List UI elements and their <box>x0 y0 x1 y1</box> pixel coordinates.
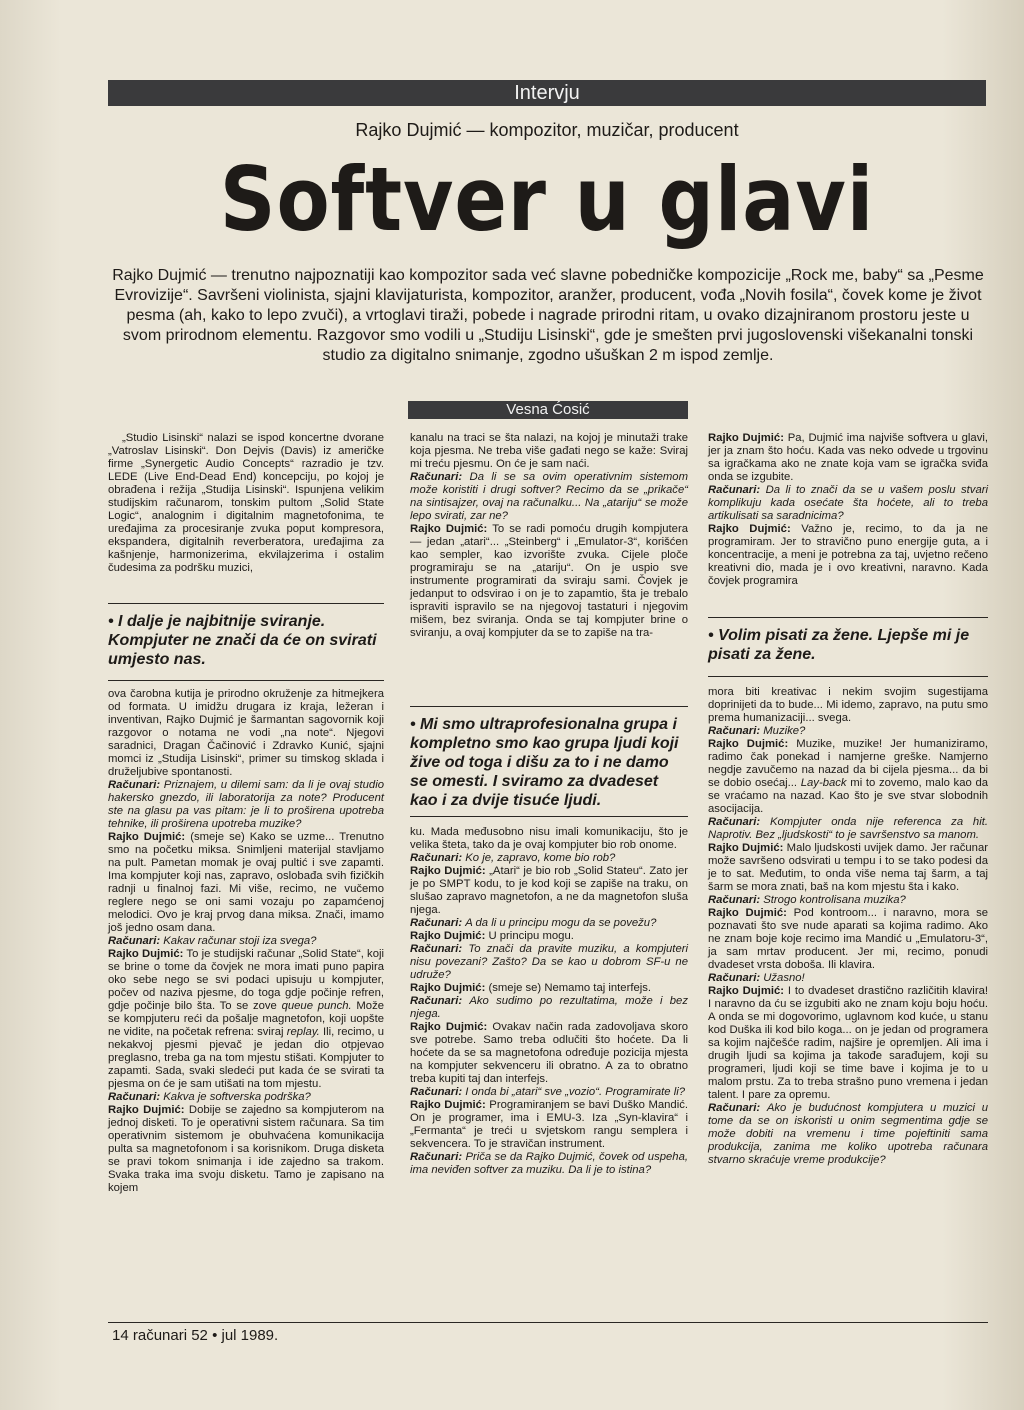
paragraph: „Studio Lisinski“ nalazi se ispod koncertne dvorane „Vatroslav Lisinski“. Don Dejvis (Davis) iz američke firme „Synergetic Audio Concepts“ razradio je tzv. LEDE (Live End-Dead End) koncepciju, po kojoj je obrađena i režija „Studija Lisinski“. Ispunjena velikim studijskim računarom, tonskim pultom „Solid State Logic“, analognim i digitalnim magnetofonima, te uređajima za procesiranje zvuka poput kompresora, ekspandera, digitalnih reverberatora, uređajima za kašnjenje, harmonizerima, ekvilajzerima i ostalim čudesima za podršku muzici, <box>108 432 384 574</box>
article-title: Softver u glavi <box>219 148 875 251</box>
speaker-label: Računari: <box>708 816 761 828</box>
question <box>108 1091 384 1104</box>
divider <box>708 617 988 618</box>
answer <box>410 865 688 917</box>
answer-text: „Atari“ je bio rob „Solid Stateu“. Zato jer je po SMPT kodu, to je kod koji se zapiše na traku, on slušao zapravo magnetofon, a ne da magnetofon sluša njega. <box>410 865 689 916</box>
question-text: Užasno! <box>763 972 805 984</box>
column-2-bottom <box>410 826 688 1177</box>
answer-text: Pod kontroom... i naravno, mora se poznavati što sve nude aparati sa kojima radimo. Ako ne znam boje koje recimo ima Mandić u „Emulatoru-3“, ja sam mrtav producent. Jer mi, recimo, ponudi dvadeset vrsta doboša. Ili klavira. <box>708 907 989 971</box>
section-banner: Intervju <box>108 80 986 106</box>
speaker-label: Računari: <box>708 484 761 496</box>
answer-text: U principu mogu. <box>488 930 574 942</box>
column-2-top <box>410 432 688 640</box>
speaker-label: Računari: <box>410 995 463 1007</box>
pull-quote-3: • Volim pisati za žene. Ljepše mi je pisati za žene. <box>708 627 970 663</box>
divider <box>410 816 688 817</box>
answer <box>410 1099 688 1151</box>
speaker-label: Računari: <box>108 935 161 947</box>
question-text: Da li se sa ovim operativnim sistemom može koristiti i drugi softver? Recimo da se „prikače“ na sintisajzer, ovaj na računalku... Na „atariju“ se može lepo svirati, zar ne? <box>410 471 689 522</box>
answer <box>708 432 988 484</box>
article-subtitle: Rajko Dujmić — kompozitor, muzičar, producent <box>355 120 739 140</box>
answer-text: Važno je, recimo, to da ja ne programiram. Jer to stravično puno energije guta, a i koncentracije, a meni je potrebna za taj, uvjetno rečeno kreativni dio, mada je i ovo kreativni, naravno. Kada čovjek programira <box>708 523 989 587</box>
answer <box>708 985 988 1102</box>
column-1-bottom <box>108 688 384 1195</box>
question <box>410 471 688 523</box>
pull-quote-text: Mi smo ultraprofesionalna grupa i kompletno smo kao grupa ljudi koji žive od toga i dišu za to i ne damo se omesti. I sviramo za dvadeset kao i za dvije tisuće ljudi. <box>410 716 679 809</box>
speaker-label: Rajko Dujmić: <box>708 985 785 997</box>
answer-text: Malo ljudskosti uvijek damo. Jer računar može savršeno odsvirati u tempu i to se tako podesi da je to sat. Međutim, to onda više nema taj šarm, a taj šarm se mora znati, baš na kom mjestu šta i kako. <box>708 842 989 893</box>
speaker-label: Računari: <box>108 779 161 791</box>
paragraph: mora biti kreativac i nekim svojim sugestijama doprinijeti da to bude... Mi idemo, zapravo, na putu smo prema humanizaciji... svega. <box>708 686 988 724</box>
question-text: Kompjuter onda nije referenca za hit. Naprotiv. Bez „ljudskosti“ to je savršenstvo sa manom. <box>708 816 988 841</box>
divider <box>108 603 384 604</box>
speaker-label: Računari: <box>708 972 761 984</box>
speaker-label: Rajko Dujmić: <box>708 738 789 750</box>
speaker-label: Rajko Dujmić: <box>708 842 784 854</box>
question <box>708 894 988 907</box>
paragraph: kanalu na traci se šta nalazi, na kojoj je minutaži trake koja pjesma. Ne treba više gađati nego se kaže: Sviraj mi treću pjesmu. On će je sam naći. <box>410 432 688 470</box>
answer <box>108 831 384 935</box>
speaker-label: Rajko Dujmić: <box>410 982 486 994</box>
question <box>410 852 688 865</box>
speaker-label: Računari: <box>410 943 463 955</box>
footer-rule <box>108 1322 988 1323</box>
speaker-label: Računari: <box>708 1102 761 1114</box>
question <box>708 484 988 523</box>
speaker-label: Rajko Dujmić: <box>108 831 186 843</box>
question-text: Ako sudimo po rezultatima, može i bez njega. <box>410 995 688 1020</box>
paragraph: ova čarobna kutija je prirodno okruženje za hitmejkera od formata. U imidžu drugara iz kraja, ležeran i inventivan, Rajko Dujmić je šarmantan sagovornik koji razgovor o notama ne vodi „na note“. Njegovi saradnici, Dragan Čačinović i Zdravko Kunić, sjajni momci iz „Studija Lisinski“, primer su timskog sklada i druželjubive spontanosti. <box>108 688 384 778</box>
question <box>708 972 988 985</box>
answer: Rajko Dujmić: To je studijski računar „Solid State“, koji se brine o tome da čovjek ne mora imati puno papira oko sebe nego se svi podaci upisuju u kompjuter, počev od naziva pjesme, do toga gdje počinje refren, gdje počinje bilo šta. To se zove queue punch. Može se kompjuteru reći da pošalje magnetofon, koji uopšte ne vidite, na početak refrena: sviraj replay. Ili, recimo, u nekakvoj pjesmi pjevač je jedan dio otpjevao preglasno, treba ga na tom mjestu stišati. Kompjuter to zapamti. Sada, svaki sledeći put kada će se svirati ta pjesma on će je sam utišati na tom mjestu. <box>108 948 385 1090</box>
answer-text: I to dvadeset drastično različitih klavira! I naravno da ću se izgubiti ako ne znam koju boju hoću. A onda se mi dogovorimo, uglavnom kod kuće, u stanu kod Duška ili kod bilo koga... on je jedan od programera sa kojim najčešće radim, najšire je opremljen. Ali ima i drugih ljudi sa kojima ja takođe sarađujem, koji su programeri, ljudi koji se time bave i kojima je to u malom prstu. Za to treba strašno puno vremena i jedan talent. I pare za opremu. <box>708 985 989 1101</box>
divider <box>108 680 384 681</box>
question <box>410 943 688 982</box>
answer <box>410 1021 688 1086</box>
column-1-top <box>108 432 384 575</box>
question-text: Muzike? <box>763 725 806 737</box>
speaker-label: Rajko Dujmić: <box>410 1021 488 1033</box>
speaker-label: Računari: <box>410 471 463 483</box>
speaker-label: Rajko Dujmić: <box>410 1099 486 1111</box>
speaker-label: Rajko Dujmić: <box>108 948 184 960</box>
question-text: Priznajem, u dilemi sam: da li je ovaj studio hakersko gnezdo, ili laboratorija za note? Producent ste na glasu pa vas pitam: je li to proširena upotreba tehnike, ili proširena upotreba muzike? <box>108 779 384 830</box>
question <box>410 917 688 930</box>
question <box>410 995 688 1021</box>
speaker-label: Računari: <box>410 1086 463 1098</box>
speaker-label: Računari: <box>108 1091 161 1103</box>
answer-text: Dobije se zajedno sa kompjuterom na jednoj disketi. To je operativni sistem računara. Sa tim operativnim sistemom je obuhvaćena komunikacija pulta sa magnetofonom i sa korisnikom. Druga disketa se pravi tokom snimanja i ide zajedno sa trakom. Svaka traka ima svoju disketu. Tamo je zapisano na kojem <box>108 1104 385 1194</box>
pull-quote-text: I dalje je najbitnije sviranje. Kompjuter ne znači da će on svirati umjesto nas. <box>108 613 377 668</box>
answer-text: Pa, Dujmić ima najviše softvera u glavi, jer ja znam što hoću. Kada vas neko odvede u trgovinu sa igračkama ako ne znate koja vam se igračka sviđa onda se izgubite. <box>708 432 989 483</box>
question <box>108 779 384 831</box>
answer-text: Programiranjem se bavi Duško Mandić. On je programer, ima i EMU-3. Iza „Syn-klavira“ i „Fermanta“ je treći u svjetskom rangu semplera i sekvencera. To je stravičan instrument. <box>410 1099 689 1150</box>
speaker-label: Rajko Dujmić: <box>708 907 787 919</box>
speaker-label: Računari: <box>410 852 463 864</box>
divider <box>410 706 688 707</box>
question-text: Ko je, zapravo, kome bio rob? <box>465 852 616 864</box>
speaker-label: Rajko Dujmić: <box>410 865 486 877</box>
speaker-label: Rajko Dujmić: <box>108 1104 185 1116</box>
answer <box>410 982 688 995</box>
answer-text: To se radi pomoću drugih kompjutera — jedan „atari“... „Steinberg“ i „Emulator-3“, korišćen kao sempler, kao izvorište zvuka. Cijele ploče programiraju se na „atariju“. On je uspio sve instrumente programirati da sviraju sami. Čovjek je jedanput to odsvirao i on je to zapamtio, šta je trebalo ispraviti ispravilo se na njegovoj tastaturi i njegovim mišem, bez sviranja. Onda se taj kompjuter brine o sviranju, a ovaj kompjuter da se to zapiše na tra- <box>410 523 689 639</box>
answer-text: (smeje se) Kako se uzme... Trenutno smo na početku miksa. Snimljeni materijal stavljamo na pult. Pametan momak je ovaj pultić i sve zapamti. Ima kompjuter koji nas, zapravo, oslobađa svih fizičkih radnji u finalnoj fazi. Mi više, recimo, ne vučemo reglere nego se oni sami vozaju po zapamćenoj melodici. Ovo je kraj prvog dana miksa. Znači, imamo još jedno osam dana. <box>108 831 385 934</box>
pull-quote-text: Volim pisati za žene. Ljepše mi je pisati za žene. <box>708 627 970 663</box>
answer <box>708 523 988 588</box>
column-3-top <box>708 432 988 588</box>
question-text: Kakva je softverska podrška? <box>163 1091 311 1103</box>
speaker-label: Rajko Dujmić: <box>708 523 791 535</box>
answer <box>108 1104 384 1195</box>
speaker-label: Računari: <box>708 725 761 737</box>
question-text: I onda bi „atari“ sve „vozio“. Programirate li? <box>465 1086 685 1098</box>
speaker-label: Računari: <box>708 894 761 906</box>
article-lead: Rajko Dujmić — trenutno najpoznatiji kao kompozitor sada već slavne pobedničke kompozicije „Rock me, baby“ sa „Pesme Evrovizije“. Savršeni violinista, sjajni klavijaturista, kompozitor, aranžer, producent, vođa „Novih fosila“, čovek kome je život pesma (ah, kako to lepo zvuči), a vrtoglavi tiraži, pobede i nagrade prirodni ritam, u ovako dizajniranom prostoru jeste u svom prirodnom elementu. Razgovor smo vodili u „Studiju Lisinski“, gde je smešten prvi jugoslovenski višekanalni tonski studio za digitalno snimanje, zgodno ušuškan 2 m ispod zemlje. <box>112 267 984 364</box>
paragraph: ku. Mada međusobno nisu imali komunikaciju, što je velika šteta, tako da je ovaj kompjuter bio rob onome. <box>410 826 688 851</box>
author-banner: Vesna Ćosić <box>408 401 688 419</box>
question-text: To znači da pravite muziku, a kompjuteri nisu povezani? Zašto? Da se kao u dobrom SF-u ne udruže? <box>410 943 689 981</box>
question-text: Ako je budućnost kompjutera u muzici u tome da se on iskoristi u onim segmentima gdje se može dobiti na vremenu i time pojeftiniti sama produkcija, zanima me koliko upotreba računara stvarno skraćuje vreme produkcije? <box>708 1102 989 1166</box>
question-text: Strogo kontrolisana muzika? <box>763 894 906 906</box>
speaker-label: Rajko Dujmić: <box>410 930 486 942</box>
question <box>108 935 384 948</box>
column-3-bottom <box>708 686 988 1167</box>
question-text: Priča se da Rajko Dujmić, čovek od uspeha, ima neviđen softver za muziku. Da li je to istina? <box>410 1151 688 1176</box>
question <box>410 1086 688 1099</box>
question <box>708 1102 988 1167</box>
speaker-label: Računari: <box>410 1151 463 1163</box>
question <box>708 816 988 842</box>
speaker-label: Računari: <box>410 917 463 929</box>
speaker-label: Rajko Dujmić: <box>708 432 784 444</box>
answer <box>410 523 688 640</box>
question <box>410 1151 688 1177</box>
answer <box>708 842 988 894</box>
answer <box>708 907 988 972</box>
question-text: Kakav računar stoji iza svega? <box>163 935 317 947</box>
answer-text: (smeje se) Nemamo taj interfejs. <box>488 982 652 994</box>
answer: Rajko Dujmić: Muzike, muzike! Jer humaniziramo, radimo čak ponekad i namjerne greške. Namjerno negdje zavučemo na nazad da bi cijela pjesma... da bi se dobio osećaj... Lay-back mi to zovemo, malo kao da se vraćamo na nazad. Kao što je sve stvar slobodnih asocijacija. <box>708 738 989 815</box>
question <box>708 725 988 738</box>
answer-text: Ovakav način rada zadovoljava skoro sve potrebe. Samo treba odlučiti što hoćete. Da li hoćete da se sa magnetofona određuje pozicija mjesta na kompjuter sekvenceru ili obratno. A za to obratno treba kupiti taj dan interfejs. <box>410 1021 689 1085</box>
page-footer: 14 računari 52 • jul 1989. <box>112 1327 279 1344</box>
divider <box>708 676 988 677</box>
pull-quote-1: • I dalje je najbitnije sviranje. Kompjuter ne znači da će on svirati umjesto nas. <box>108 613 377 668</box>
answer <box>410 930 688 943</box>
speaker-label: Rajko Dujmić: <box>410 523 488 535</box>
question-text: Da li to znači da se u vašem poslu stvari komplikuju kada osećate šta hoćete, ali to treba artikulisati sa saradnicima? <box>708 484 988 522</box>
question-text: A da li u principu mogu da se povežu? <box>465 917 657 929</box>
pull-quote-2: • Mi smo ultraprofesionalna grupa i kompletno smo kao grupa ljudi koji žive od toga i dišu za to i ne damo se omesti. I sviramo za dvadeset kao i za dvije tisuće ljudi. <box>410 716 679 809</box>
